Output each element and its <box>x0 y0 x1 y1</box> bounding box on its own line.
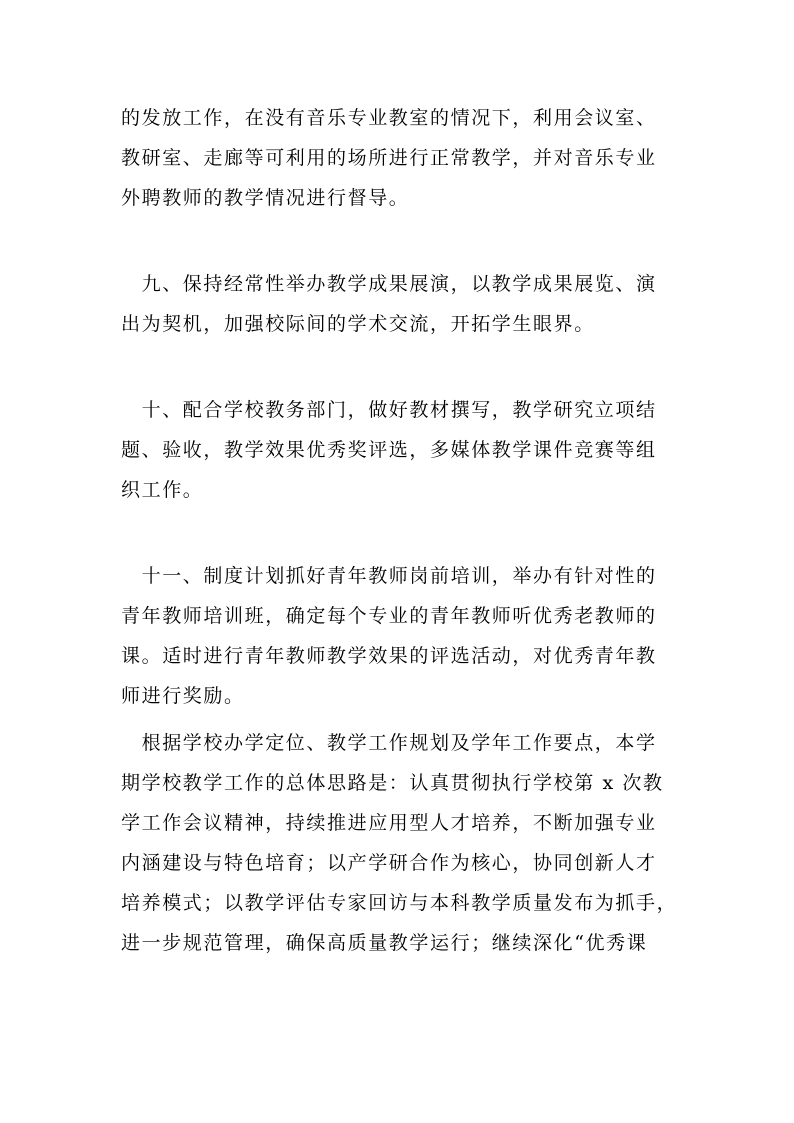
text-line: 织工作。 <box>121 479 204 501</box>
text-line: 外聘教师的教学情况进行督导。 <box>121 187 410 209</box>
paragraph-item-ten <box>121 390 681 510</box>
text-line: 青年教师培训班，确定每个专业的青年教师听优秀老教师的 <box>121 605 657 627</box>
text-line: 内涵建设与特色培育；以产学研合作为核心，协同创新人才 <box>121 852 657 874</box>
paragraph-item-eleven <box>121 556 681 716</box>
paragraph-music-classroom <box>121 98 681 218</box>
text-line: 进一步规范管理，确保高质量教学运行；继续深化“优秀课 <box>121 932 648 954</box>
text-line: 教研室、走廊等可利用的场所进行正常教学，并对音乐专业 <box>121 147 657 169</box>
text-line: 的发放工作，在没有音乐专业教室的情况下，利用会议室、 <box>121 107 657 129</box>
text-line: 十一、制度计划抓好青年教师岗前培训，举办有针对性的 <box>121 565 657 587</box>
text-line: 培养模式；以教学评估专家回访与本科教学质量发布为抓手， <box>121 892 678 914</box>
text-line: 出为契机，加强校际间的学术交流，开拓学生眼界。 <box>121 313 595 335</box>
text-line: 师进行奖励。 <box>121 685 245 707</box>
text-line: 九、保持经常性举办教学成果展演，以教学成果展览、演 <box>121 273 657 295</box>
text-line: 题、验收，教学效果优秀奖评选，多媒体教学课件竞赛等组 <box>121 439 657 461</box>
text-line: 十、配合学校教务部门，做好教材撰写，教学研究立项结 <box>121 399 657 421</box>
text-line: 根据学校办学定位、教学工作规划及学年工作要点，本学 <box>121 732 657 754</box>
text-line: 课。适时进行青年教师教学效果的评选活动，对优秀青年教 <box>121 645 657 667</box>
text-line: 期学校教学工作的总体思路是：认真贯彻执行学校第 x 次教 <box>121 772 664 794</box>
paragraph-item-nine <box>121 264 681 344</box>
text-line: 学工作会议精神，持续推进应用型人才培养，不断加强专业 <box>121 812 657 834</box>
paragraph-overall-approach <box>121 723 681 963</box>
